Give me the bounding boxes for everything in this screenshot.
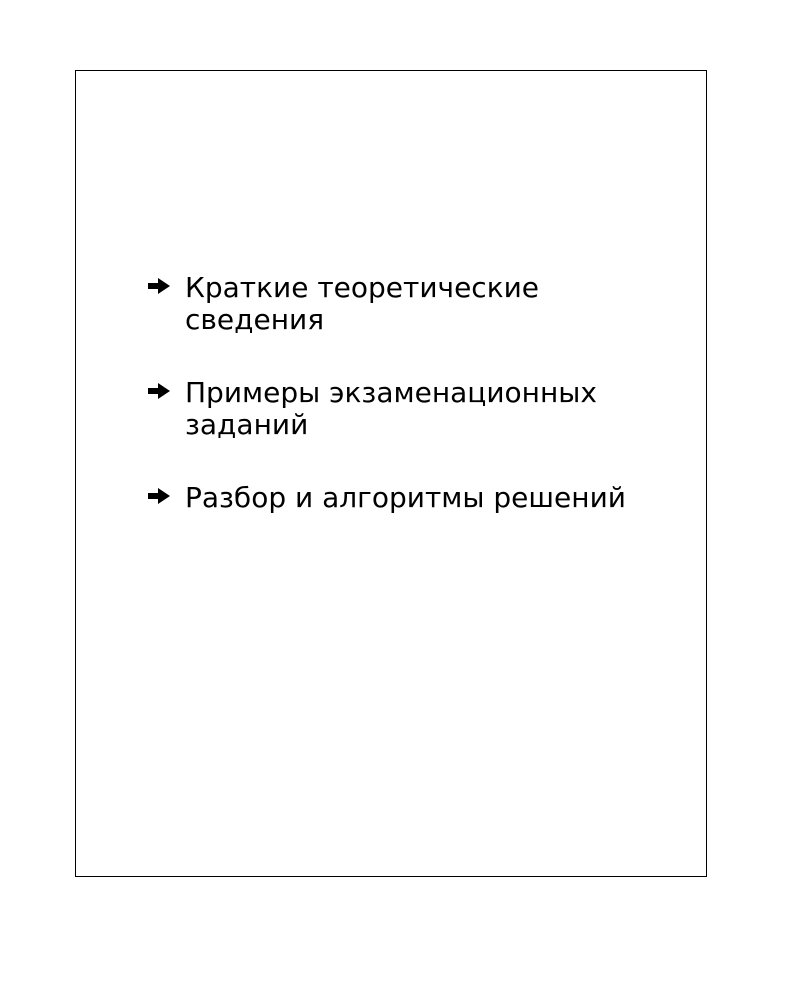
list-item bbox=[147, 482, 667, 514]
list-item bbox=[147, 377, 667, 441]
arrow-right-icon bbox=[148, 382, 170, 400]
document-frame bbox=[75, 70, 707, 877]
topic-label: Краткие теоретические сведения bbox=[185, 271, 540, 336]
arrow-right-icon bbox=[148, 277, 170, 295]
topic-label: Примеры экзаменационных заданий bbox=[185, 376, 597, 441]
arrow-right-icon bbox=[148, 487, 170, 505]
topic-list bbox=[147, 272, 667, 514]
topic-label: Разбор и алгоритмы решений bbox=[185, 481, 626, 514]
list-item bbox=[147, 272, 667, 336]
